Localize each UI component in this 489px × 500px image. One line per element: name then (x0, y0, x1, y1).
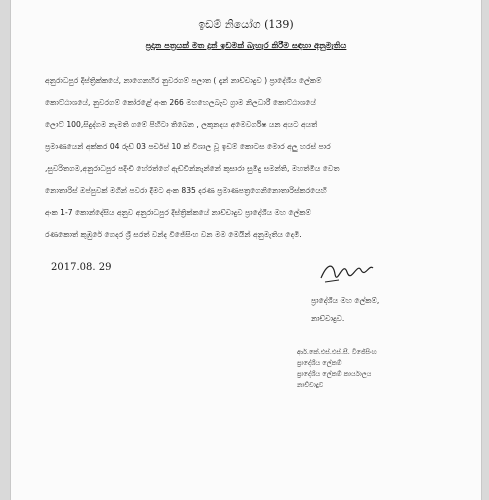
body-line-8: රණකොත් කුඹුරේ ගෙදර ශ්‍රී සරත් වන්ද විජේසිංහ වන මම මෙයින් අනුමැතිය දෙමි. (45, 230, 302, 239)
stamp-line-2: ප්‍රාදේශීය ලේකම් (297, 359, 342, 367)
official-stamp (297, 348, 417, 394)
document-date: 2017.08. 29 (51, 262, 112, 273)
signature-office: නාච්චාදුව. (311, 314, 345, 323)
body-line-5: ,සුවරිතගම,අනුරාධපුර පදිංචි හේරත්ගේ ඇඩ්වින්නැන්නේ කුසාරා සුමිදු සමන්ති, මහත්මිය වෙත (45, 164, 340, 173)
document-page (10, 0, 482, 500)
body-line-3: ලොට් 100,සිදුද්ගම නැමති ගමේ පිහිටා තිබෙන , ලකුනදය අමෙවර්ගිෂ යන අයට අයත් (45, 120, 318, 129)
signature-title: ප්‍රාදේශීය මහ ලේකම්, (311, 296, 380, 305)
stamp-line-3: ප්‍රාදේශීය ලේකම් කාර්යාලය (297, 370, 372, 378)
body-line-4: ප්‍රමාණයෙන් අක්කර 04 රූඩ් 03 පර්චස් 10 ක් විශාල වූ ඉඩම් කොටස මොර අලු හරස් පාර (45, 142, 331, 151)
document-subtitle: ප්‍රදාන පත්‍රයක් මත දුන් ඉඩමක් බැහැර කිරීම සඳහා අනුමැතිය (145, 40, 347, 50)
signature-scribble (317, 256, 377, 286)
document-title: ඉඩම් නියෝග (139) (198, 18, 294, 31)
body-line-1: අනුරාධපුර දිස්ත්‍රික්කයේ, නාගෙනහිර නුවරගම් පලාත ( දැන් නාච්චාදුව ) ප්‍රාදේශීය ලේකම් (45, 76, 322, 85)
stamp-line-1: ආර්.කේ.එස්.එස්.සී. විජේසිංහ (297, 348, 377, 356)
body-line-7: අංක 1-7 කොන්දේසිය අනුව අනුරාධපුර දිස්ත්‍රික්කයේ නාච්චාදුව ප්‍රාදේශීය මහ ලේකම් (45, 208, 311, 217)
body-line-6: නොතාරිස් ඔප්පුවක් මගින් පවරා දීමට අංක 835 දරණ ප්‍රමාණපත්‍රගෙනිනොතාරිස්කරයෙහි (45, 186, 327, 195)
body-line-2: කොට්ඨාශයේ, නුවරගම් කෝරළේ අංක 266 මහහෙලබෑව ග්‍රාම නිලධාරී කොට්ඨාශයේ (45, 98, 316, 107)
stamp-line-4: නාච්චාදුව (297, 381, 324, 389)
